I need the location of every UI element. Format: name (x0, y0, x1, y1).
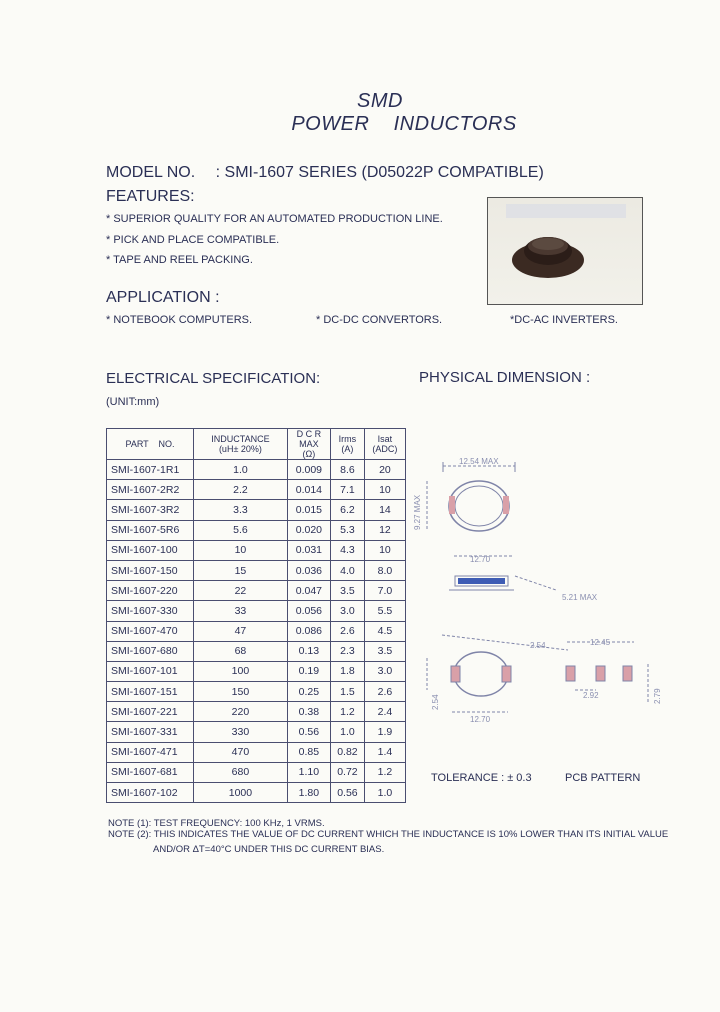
cell-dcr: 0.85 (287, 742, 330, 762)
physical-dimension-heading: PHYSICAL DIMENSION : (419, 369, 591, 386)
table-row (107, 762, 406, 782)
dim-pcb-a: 12.45 (590, 638, 611, 647)
cell-part-no: SMI-1607-3R2 (107, 500, 194, 520)
feature-item-3: * TAPE AND REEL PACKING. (106, 254, 253, 266)
cell-part-no: SMI-1607-331 (107, 722, 194, 742)
cell-inductance: 10 (194, 540, 288, 560)
cell-dcr: 0.036 (287, 560, 330, 580)
cell-isat: 2.6 (364, 682, 405, 702)
dim-top-height: 9.27 MAX (413, 494, 422, 530)
cell-isat: 1.0 (364, 783, 405, 803)
cell-dcr: 0.38 (287, 702, 330, 722)
cell-irms: 0.72 (330, 762, 364, 782)
bottom-view-drawing (427, 635, 568, 712)
cell-dcr: 0.015 (287, 500, 330, 520)
cell-isat: 20 (364, 460, 405, 480)
cell-inductance: 15 (194, 560, 288, 580)
cell-part-no: SMI-1607-220 (107, 581, 194, 601)
table-row (107, 702, 406, 722)
cell-isat: 12 (364, 520, 405, 540)
cell-inductance: 3.3 (194, 500, 288, 520)
cell-dcr: 0.047 (287, 581, 330, 601)
dim-top-width: 12.54 MAX (459, 457, 499, 466)
cell-part-no: SMI-1607-1R1 (107, 460, 194, 480)
cell-irms: 4.0 (330, 560, 364, 580)
title-power-inductors: POWER INDUCTORS (291, 113, 517, 135)
cell-isat: 7.0 (364, 581, 405, 601)
tolerance-label: TOLERANCE : ± 0.3 (431, 772, 532, 784)
cell-isat: 5.5 (364, 601, 405, 621)
dim-pcb-c: 2.79 (653, 688, 662, 704)
cell-irms: 3.0 (330, 601, 364, 621)
cell-dcr: 0.25 (287, 682, 330, 702)
feature-item-2: * PICK AND PLACE COMPATIBLE. (106, 234, 280, 246)
pcb-pattern-label: PCB PATTERN (565, 772, 641, 784)
table-row (107, 460, 406, 480)
cell-irms: 0.82 (330, 742, 364, 762)
cell-inductance: 1.0 (194, 460, 288, 480)
table-header-row (107, 429, 406, 460)
cell-inductance: 33 (194, 601, 288, 621)
application-item-1: * NOTEBOOK COMPUTERS. (106, 314, 253, 326)
cell-dcr: 1.10 (287, 762, 330, 782)
cell-inductance: 150 (194, 682, 288, 702)
dim-bottom-c: 2.54 (431, 694, 440, 710)
cell-inductance: 680 (194, 762, 288, 782)
cell-irms: 1.5 (330, 682, 364, 702)
application-item-2: * DC-DC CONVERTORS. (316, 314, 443, 326)
cell-irms: 2.3 (330, 641, 364, 661)
cell-part-no: SMI-1607-680 (107, 641, 194, 661)
cell-irms: 0.56 (330, 783, 364, 803)
model-label: MODEL NO. (106, 164, 196, 181)
cell-inductance: 47 (194, 621, 288, 641)
product-photo (487, 197, 643, 305)
table-row (107, 621, 406, 641)
cell-isat: 10 (364, 540, 405, 560)
cell-dcr: 0.009 (287, 460, 330, 480)
features-heading: FEATURES: (106, 188, 195, 205)
cell-isat: 1.9 (364, 722, 405, 742)
cell-dcr: 0.056 (287, 601, 330, 621)
cell-part-no: SMI-1607-471 (107, 742, 194, 762)
cell-part-no: SMI-1607-151 (107, 682, 194, 702)
electrical-spec-heading: ELECTRICAL SPECIFICATION: (106, 370, 321, 387)
cell-part-no: SMI-1607-101 (107, 661, 194, 681)
cell-dcr: 0.031 (287, 540, 330, 560)
table-row (107, 722, 406, 742)
cell-dcr: 0.13 (287, 641, 330, 661)
cell-inductance: 5.6 (194, 520, 288, 540)
cell-part-no: SMI-1607-150 (107, 560, 194, 580)
table-row (107, 682, 406, 702)
cell-irms: 1.8 (330, 661, 364, 681)
table-row (107, 601, 406, 621)
cell-irms: 1.0 (330, 722, 364, 742)
table-row (107, 581, 406, 601)
cell-isat: 3.5 (364, 641, 405, 661)
application-item-3: *DC-AC INVERTERS. (510, 314, 618, 326)
cell-part-no: SMI-1607-470 (107, 621, 194, 641)
table-row (107, 540, 406, 560)
inductor-photo-drawing (488, 198, 642, 304)
cell-isat: 1.4 (364, 742, 405, 762)
header-inductance: INDUCTANCE (uH± 20%) (194, 429, 288, 460)
cell-part-no: SMI-1607-221 (107, 702, 194, 722)
cell-inductance: 330 (194, 722, 288, 742)
table-row (107, 742, 406, 762)
dim-bottom-b: 12.70 (470, 715, 491, 724)
table-row (107, 783, 406, 803)
model-line (106, 164, 544, 182)
header-irms: Irms (A) (330, 429, 364, 460)
cell-inductance: 22 (194, 581, 288, 601)
spec-table (106, 428, 406, 803)
cell-part-no: SMI-1607-330 (107, 601, 194, 621)
note-1: NOTE (1): TEST FREQUENCY: 100 KHz, 1 VRMS. (108, 818, 325, 829)
cell-dcr: 1.80 (287, 783, 330, 803)
dim-pcb-b: 2.92 (583, 691, 599, 700)
cell-isat: 8.0 (364, 560, 405, 580)
dim-side-width: 12.70 (470, 555, 491, 564)
cell-isat: 14 (364, 500, 405, 520)
cell-dcr: 0.086 (287, 621, 330, 641)
cell-inductance: 68 (194, 641, 288, 661)
note-2: NOTE (2): THIS INDICATES THE VALUE OF DC CURRENT WHICH THE INDUCTANCE IS 10% LOWER THAN ITS INITIAL VALUE (108, 829, 669, 840)
dim-bottom-a: 2.54 (530, 641, 546, 650)
cell-part-no: SMI-1607-5R6 (107, 520, 194, 540)
table-row (107, 500, 406, 520)
cell-irms: 3.5 (330, 581, 364, 601)
cell-isat: 4.5 (364, 621, 405, 641)
table-row (107, 520, 406, 540)
header-isat: Isat (ADC) (364, 429, 405, 460)
application-heading: APPLICATION : (106, 289, 220, 306)
cell-isat: 3.0 (364, 661, 405, 681)
cell-dcr: 0.020 (287, 520, 330, 540)
cell-inductance: 470 (194, 742, 288, 762)
table-row (107, 661, 406, 681)
cell-inductance: 220 (194, 702, 288, 722)
header-dcr: D C R MAX (Ω) (287, 429, 330, 460)
note-3: AND/OR ΔT=40°C UNDER THIS DC CURRENT BIAS. (153, 844, 385, 855)
cell-part-no: SMI-1607-100 (107, 540, 194, 560)
spec-table-body (107, 460, 406, 803)
cell-irms: 8.6 (330, 460, 364, 480)
cell-inductance: 2.2 (194, 480, 288, 500)
cell-dcr: 0.014 (287, 480, 330, 500)
cell-irms: 2.6 (330, 621, 364, 641)
cell-part-no: SMI-1607-681 (107, 762, 194, 782)
cell-irms: 5.3 (330, 520, 364, 540)
feature-item-1: * SUPERIOR QUALITY FOR AN AUTOMATED PRODUCTION LINE. (106, 213, 443, 225)
model-value: : SMI-1607 SERIES (D05022P COMPATIBLE) (215, 164, 544, 181)
dim-side-height: 5.21 MAX (562, 593, 598, 602)
table-row (107, 480, 406, 500)
cell-irms: 1.2 (330, 702, 364, 722)
cell-isat: 1.2 (364, 762, 405, 782)
cell-irms: 4.3 (330, 540, 364, 560)
side-view-drawing (449, 556, 556, 590)
cell-inductance: 100 (194, 661, 288, 681)
cell-irms: 6.2 (330, 500, 364, 520)
cell-isat: 10 (364, 480, 405, 500)
cell-dcr: 0.19 (287, 661, 330, 681)
cell-part-no: SMI-1607-2R2 (107, 480, 194, 500)
table-row (107, 641, 406, 661)
table-row (107, 560, 406, 580)
cell-dcr: 0.56 (287, 722, 330, 742)
top-view-drawing (427, 462, 515, 531)
unit-label: (UNIT:mm) (106, 396, 160, 408)
cell-part-no: SMI-1607-102 (107, 783, 194, 803)
cell-isat: 2.4 (364, 702, 405, 722)
cell-irms: 7.1 (330, 480, 364, 500)
title-smd: SMD (357, 90, 403, 112)
cell-inductance: 1000 (194, 783, 288, 803)
pcb-pattern-drawing (566, 642, 648, 704)
header-part-no: PART NO. (107, 429, 194, 460)
